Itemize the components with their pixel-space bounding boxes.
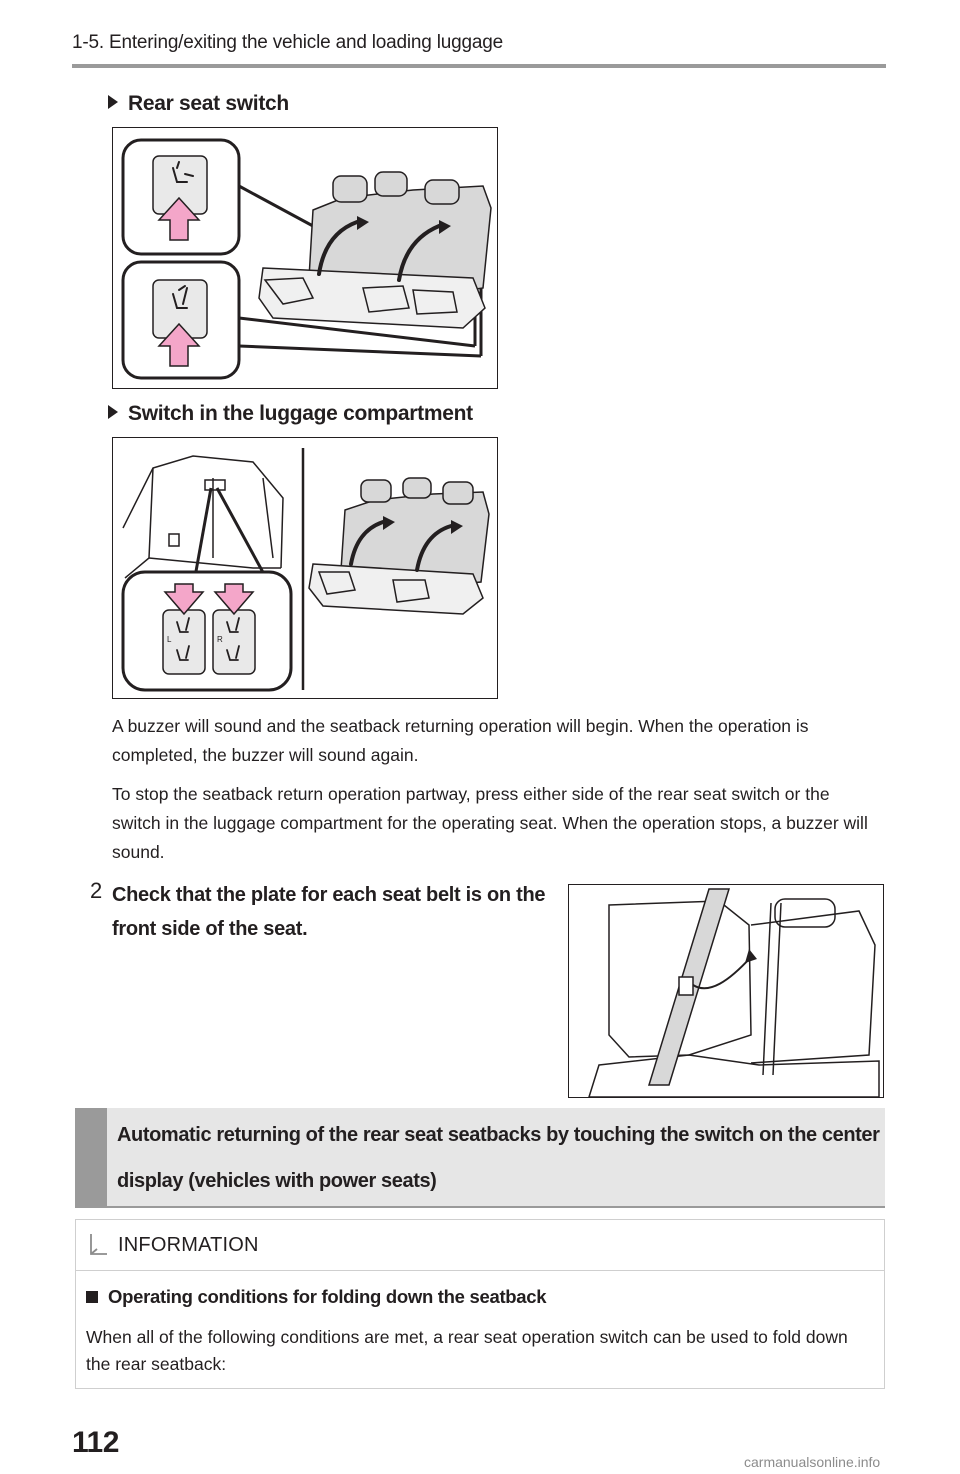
switch-label-right: R <box>217 635 223 644</box>
triangle-bullet-icon <box>108 405 118 419</box>
figure-seat-belt-plate <box>568 884 884 1098</box>
information-subheading: Operating conditions for folding down the seatback <box>86 1286 546 1308</box>
paragraph-stop-operation: To stop the seatback return operation partway, press either side of the rear seat switch or the switch in the luggage compartment for the operating seat. When the operation stops, a buzzer will sound. <box>112 784 868 862</box>
subsection-heading-rear-seat-switch: Rear seat switch <box>108 92 289 116</box>
subsection-heading-luggage-switch: Switch in the luggage compartment <box>108 402 473 426</box>
information-label: INFORMATION <box>118 1234 259 1256</box>
information-box <box>75 1219 885 1389</box>
information-icon <box>88 1232 110 1258</box>
section-accent-bar <box>75 1108 107 1206</box>
figure-luggage-compartment-switch <box>112 437 498 699</box>
page-number: 112 <box>72 1426 119 1459</box>
header-rule <box>72 64 886 68</box>
switch-label-left: L <box>167 635 172 644</box>
paragraph-buzzer: A buzzer will sound and the seatback returning operation will begin. When the operation is completed, the buzzer will sound again. <box>112 716 809 765</box>
triangle-bullet-icon <box>108 95 118 109</box>
section-header-title: 1-5. Entering/exiting the vehicle and loading luggage <box>72 32 503 53</box>
information-body: When all of the following conditions are met, a rear seat operation switch can be used to fold down the rear seatback: <box>86 1327 848 1374</box>
section-title: Automatic returning of the rear seat seatbacks by touching the switch on the center display (vehicles with power seats) <box>117 1124 880 1192</box>
section-box-auto-returning <box>75 1108 885 1208</box>
watermark: carmanualsonline.info <box>744 1454 881 1470</box>
step-text: Check that the plate for each seat belt is on the front side of the seat. <box>112 884 546 940</box>
square-bullet-icon <box>86 1291 98 1303</box>
information-header <box>76 1220 884 1271</box>
step-number: 2 <box>90 878 103 903</box>
figure-rear-seat-switch <box>112 127 498 389</box>
